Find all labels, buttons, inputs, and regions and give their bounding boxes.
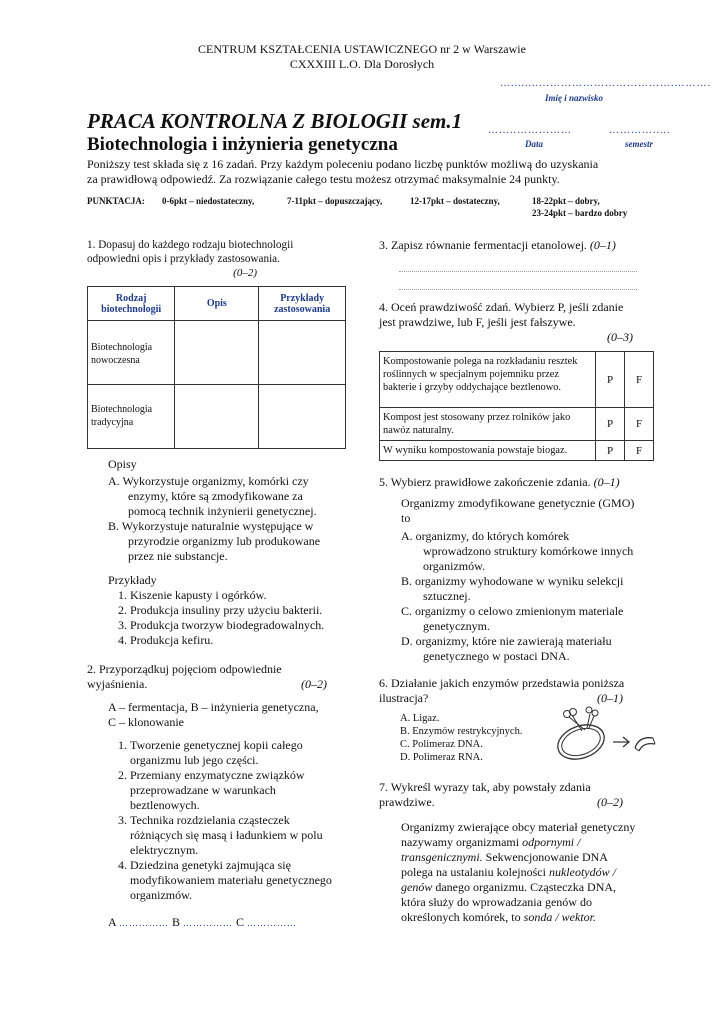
q1-descriptions-title: Opisy [108, 457, 137, 471]
q7-paragraph [401, 820, 641, 925]
q3-row [379, 238, 637, 253]
q1-header-type: Rodzaj biotechnologii [88, 287, 175, 321]
q4-s3-false[interactable]: F [625, 441, 654, 461]
page-subtitle: Biotechnologia i inżynieria genetyczna [87, 134, 398, 155]
q3-answer-line-2[interactable] [399, 289, 637, 290]
q6-text-2: ilustracja? [379, 691, 429, 705]
q1-examples-title: Przykłady [108, 573, 157, 587]
q1-header-examples: Przykłady zastosowania [259, 287, 346, 321]
q1-cell-traditional-description[interactable] [175, 385, 259, 449]
q1-example-2: 2. Produkcja insuliny przy użyciu bakterii. [130, 603, 343, 618]
q1-cell-modern-description[interactable] [175, 321, 259, 385]
q5-row [379, 475, 637, 490]
q1-cell-modern-examples[interactable] [259, 321, 346, 385]
q5-option-c[interactable]: C. organizmy o celowo zmienionym materiale genetycznym. [401, 604, 624, 633]
q2-text-2: wyjaśnienia. [87, 677, 148, 691]
intro-line-1: Poniższy test składa się z 16 zadań. Przy każdym poleceniu podano liczbę punktów możliwą do uzyskania [87, 157, 599, 171]
intro-line-2: za prawidłową odpowiedź. Za rozwiązanie całego testu możesz otrzymać maksymalnie 24 punkty. [87, 172, 560, 186]
q6-text-1: 6. Działanie jakich enzymów przedstawia poniższa [379, 676, 625, 690]
q7-part-3: danego organizmu. Cząsteczka DNA, która służy do wprowadzania genów do określonych komórek, to [401, 880, 617, 924]
q7-points: (0–2) [597, 795, 623, 809]
q5-option-d[interactable]: D. organizmy, które nie zawierają materiału genetycznego w postaci DNA. [401, 634, 612, 663]
q1-examples-list [108, 588, 343, 648]
q5-option-a[interactable]: A. organizmy, do których komórek wprowadzono struktury komórkowe innych organizmów. [401, 529, 634, 573]
q4-statement-3: W wyniku kompostowania powstaje biogaz. [380, 441, 596, 461]
q1-table [87, 286, 346, 449]
q2-answers [108, 915, 343, 931]
q2-item-3: 3. Technika rozdzielania cząsteczek różniących się masą i ładunkiem w polu elektrycznym. [130, 813, 343, 858]
q1-header-description: Opis [175, 287, 259, 321]
q7-choice-1[interactable]: odpornymi / transgenicznymi. [401, 835, 581, 864]
q6-option-c[interactable]: C. Polimeraz DNA. [400, 739, 483, 750]
q7-choice-3[interactable]: sonda / wektor. [523, 910, 596, 924]
q3-points: (0–1) [589, 238, 616, 252]
q2-item-1: 1. Tworzenie genetycznej kopii całego organizmu lub jego części. [130, 738, 343, 768]
q1-example-4: 4. Produkcja kefiru. [130, 633, 343, 648]
grade-4: 18-22pkt – dobry, [532, 196, 600, 206]
q2-answer-c-field[interactable]: …………… [247, 918, 298, 928]
q5-points: (0–1) [593, 475, 620, 489]
q4-points: (0–3) [607, 330, 633, 344]
q2-concepts-1: A – fermentacja, B – inżynieria genetyczna, [108, 700, 319, 714]
q5-stem: Organizmy zmodyfikowane genetycznie (GMO) to [401, 496, 635, 525]
q1-cell-traditional-examples[interactable] [259, 385, 346, 449]
right-column [379, 238, 643, 925]
q6-body [379, 712, 637, 770]
q6-points: (0–1) [597, 691, 623, 705]
q7-part-2: Sekwencjonowanie DNA polega na ustalaniu kolejności [401, 850, 608, 879]
plasmid-cutting-illustration [549, 704, 659, 768]
q4-text: 4. Oceń prawdziwość zdań. Wybierz P, jeśli zdanie jest prawdziwe, lub F, jeśli jest fałszywe. [379, 300, 624, 329]
q2-items-list [108, 738, 343, 903]
q4-table [379, 351, 654, 461]
q3-answer-line-1[interactable] [399, 271, 637, 272]
q6-option-a[interactable]: A. Ligaz. [400, 713, 440, 724]
q1-row-modern: Biotechnologia nowoczesna [88, 321, 175, 385]
q1-description-b: B. Wykorzystuje naturalnie występujące w przyrodzie organizmy lub produkowane przez nie substancje. [108, 519, 321, 563]
grade-2: 7-11pkt – dopuszczający, [287, 196, 383, 206]
grade-3: 12-17pkt – dostateczny, [410, 196, 500, 206]
q2-answer-b-field[interactable]: …………… [183, 918, 234, 928]
semester-label: semestr [625, 139, 653, 149]
grade-5: 23-24pkt – bardzo dobry [532, 208, 628, 218]
q1-text: 1. Dopasuj do każdego rodzaju biotechnologii odpowiedni opis i przykłady zastosowania. [87, 239, 294, 265]
q4-statement-1: Kompostowanie polega na rozkładaniu resztek roślinnych w specjalnym pojemniku przez bakterie i grzyby oddychające beztlenowo. [380, 352, 596, 408]
q5-option-b[interactable]: B. organizmy wyhodowane w wyniku selekcji sztucznej. [401, 574, 624, 603]
q4-s1-true[interactable]: P [596, 352, 625, 408]
name-label: Imię i nazwisko [545, 93, 604, 103]
grading-label: PUNKTACJA: [87, 196, 145, 206]
q7-part-1: Organizmy zwierające obcy materiał genetyczny nazywamy organizmami [401, 820, 636, 849]
q6-option-b[interactable]: B. Enzymów restrykcyjnych. [400, 726, 523, 737]
q7-text-1: 7. Wykreśl wyrazy tak, aby powstały zdania [379, 780, 591, 794]
date-field[interactable]: ……..…………… [488, 125, 572, 136]
q1-points: (0–2) [233, 267, 257, 279]
q2-answer-a-field[interactable]: …………… [119, 918, 170, 928]
q1-description-a: A. Wykorzystuje organizmy, komórki czy enzymy, które są zmodyfikowane za pomocą technik inżynierii genetycznej. [108, 474, 317, 518]
q4-s2-true[interactable]: P [596, 408, 625, 441]
q3-text: 3. Zapisz równanie fermentacji etanolowej. [379, 238, 587, 252]
left-column [87, 238, 343, 931]
q2-item-4: 4. Dziedzina genetyki zajmująca się modyfikowaniem materiału genetycznego organizmów. [130, 858, 343, 903]
page-title: PRACA KONTROLNA Z BIOLOGII sem.1 [87, 109, 463, 133]
q2-text-1: 2. Przyporządkuj pojęciom odpowiednie [87, 662, 282, 676]
q2-answer-a-label: A [108, 915, 117, 929]
q7-choice-2[interactable]: nukleotydów / genów [401, 865, 616, 894]
q7-text-2-row [379, 795, 637, 810]
q4-s3-true[interactable]: P [596, 441, 625, 461]
q1-example-1: 1. Kiszenie kapusty i ogórków. [130, 588, 343, 603]
q4-s1-false[interactable]: F [625, 352, 654, 408]
q6-option-d[interactable]: D. Polimeraz RNA. [400, 752, 483, 763]
q2-text-2-row [87, 677, 343, 692]
q1-row-traditional: Biotechnologia tradycyjna [88, 385, 175, 449]
school-name: CXXXIII L.O. Dla Dorosłych [289, 57, 435, 71]
name-field[interactable]: …........……………………………….………. [500, 78, 711, 89]
q4-statement-2: Kompost jest stosowany przez rolników jako nawóz naturalny. [380, 408, 596, 441]
institution-name: CENTRUM KSZTAŁCENIA USTAWICZNEGO nr 2 w Warszawie [198, 42, 526, 56]
q2-concepts-2: C – klonowanie [108, 715, 184, 729]
q2-answer-b-label: B [172, 915, 181, 929]
q4-s2-false[interactable]: F [625, 408, 654, 441]
q5-text: 5. Wybierz prawidłowe zakończenie zdania. [379, 475, 591, 489]
date-label: Data [525, 139, 543, 149]
q2-answer-c-label: C [236, 915, 245, 929]
q2-points: (0–2) [301, 677, 327, 691]
q7-text-2: prawdziwe. [379, 795, 435, 809]
q1-example-3: 3. Produkcja tworzyw biodegradowalnych. [130, 618, 343, 633]
grade-1: 0-6pkt – niedostateczny, [162, 196, 255, 206]
semester-field[interactable]: …………..... [609, 125, 671, 136]
q2-item-2: 2. Przemiany enzymatyczne związków przeprowadzane w warunkach beztlenowych. [130, 768, 343, 813]
